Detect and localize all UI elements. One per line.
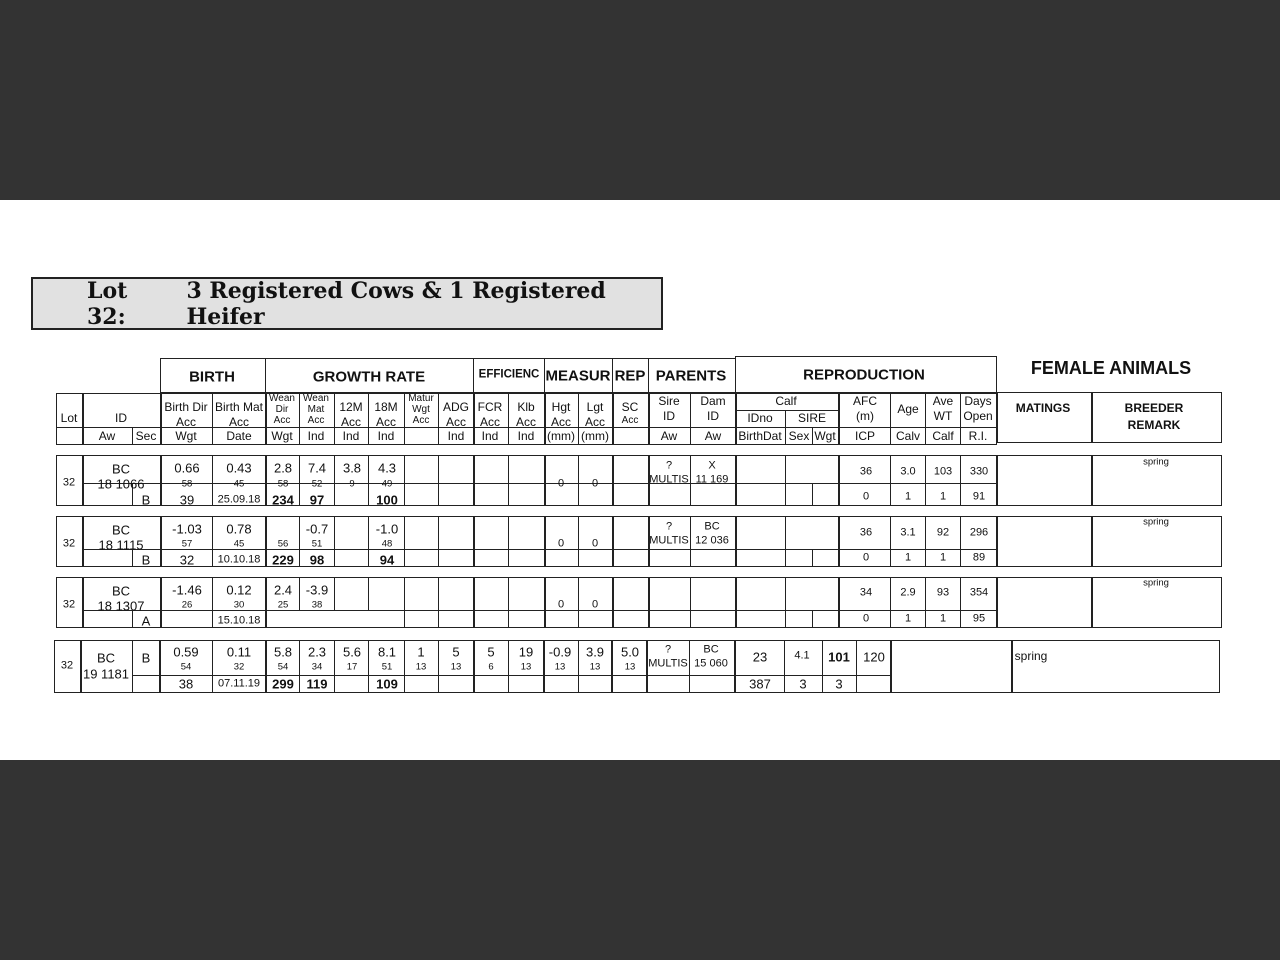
cell-breed: BC <box>111 522 131 538</box>
header-acc: Acc <box>307 415 325 426</box>
cell-fcr-acc: 6 <box>488 661 494 673</box>
header-age: Age <box>897 402 919 416</box>
lot-title-box <box>31 277 663 330</box>
group-reproduction-label: REPRODUCTION <box>803 366 925 384</box>
header-lgt: Lgt <box>586 400 604 414</box>
header-wgt: Wgt <box>814 429 836 443</box>
cell-birth-wgt: 38 <box>178 676 194 692</box>
cell-calf-wgt: 3 <box>835 676 843 692</box>
cell-calf-extra: 120 <box>863 649 885 665</box>
cell-adg: 5 <box>452 644 460 660</box>
cell-calf-sex: 3 <box>799 676 807 692</box>
cell-lgt: 0 <box>591 477 599 490</box>
group-parents-label: PARENTS <box>655 367 727 385</box>
cell-afc: 34 <box>859 586 873 599</box>
cell-ave-calf: 1 <box>939 612 947 625</box>
cell-birth-wgt: 39 <box>179 492 195 508</box>
cell-wean-dir-acc: 56 <box>277 538 289 550</box>
header-ind: Ind <box>342 429 360 443</box>
cell-sc-acc: 13 <box>624 661 636 673</box>
cell-birth-mat-acc: 45 <box>233 538 245 550</box>
cell-lot: 32 <box>60 659 74 672</box>
cell-birth-mat-acc: 32 <box>233 661 245 673</box>
cell-dam-breed: X <box>708 459 716 472</box>
header-hgt: Hgt <box>551 400 571 414</box>
cell-calf-value: 4.1 <box>794 649 810 662</box>
cell-dam-breed: BC <box>704 520 720 533</box>
header-ind: Ind <box>377 429 395 443</box>
header-klb: Klb <box>517 400 535 414</box>
cell-days-open: 354 <box>969 586 989 599</box>
cell-id: 18 1115 <box>98 537 144 553</box>
cell-wean-mat-acc: 38 <box>311 599 323 611</box>
cell-id: 18 1307 <box>97 598 145 614</box>
header-days: Days <box>964 394 992 408</box>
cell-lgt: 0 <box>591 598 599 611</box>
cell-icp: 0 <box>862 490 870 503</box>
cell-birth-dir: -1.46 <box>172 582 202 598</box>
cell-birth-dir-acc: 57 <box>181 538 193 550</box>
group-measure-label: MEASUR <box>545 367 611 385</box>
header-m: (m) <box>856 409 874 423</box>
cell-12m: 5.6 <box>342 644 362 660</box>
header-acc: Acc <box>375 415 397 429</box>
cell-sec: A <box>141 613 151 629</box>
cell-wean-mat: 7.4 <box>307 460 327 476</box>
header-18m: 18M <box>374 400 398 414</box>
cell-age: 3.0 <box>900 465 916 478</box>
cell-birth-mat-acc: 45 <box>233 478 245 490</box>
header-dam: Dam <box>700 394 726 408</box>
cell-matur-acc: 13 <box>415 661 427 673</box>
header-acc: Acc <box>340 415 362 429</box>
header-lot: Lot <box>60 411 78 425</box>
cell-birth-mat-acc: 30 <box>233 599 245 611</box>
cell-wean-ind: 97 <box>309 492 325 508</box>
header-sire-calf: SIRE <box>797 411 827 425</box>
group-rep-label: REP <box>614 367 646 385</box>
header-birth-mat: Birth Mat <box>214 400 264 414</box>
cell-remark: spring <box>1143 456 1169 468</box>
cell-wean-wgt: 234 <box>272 492 294 508</box>
cell-birth-wgt: 32 <box>179 552 195 568</box>
header-id: ID <box>115 411 127 425</box>
group-efficiency-label: EFFICIENC <box>478 368 540 381</box>
header-mm: (mm) <box>581 429 609 443</box>
cell-adg-acc: 13 <box>450 661 462 673</box>
cell-ri: 95 <box>972 612 986 625</box>
cell-sire-aw: MULTIS <box>648 657 688 670</box>
header-dir: Dir <box>275 404 289 415</box>
cell-wean-dir: 2.4 <box>273 582 293 598</box>
lot-title: 3 Registered Cows & 1 Registered Heifer <box>186 277 606 330</box>
cell-ave-wt: 93 <box>936 586 950 599</box>
remarks-header-box <box>997 392 1222 443</box>
cell-age: 3.1 <box>900 526 916 539</box>
header-aw: Aw <box>660 429 678 443</box>
cell-calf-birthdat: 387 <box>749 676 771 692</box>
cell-birth-date: 15.10.18 <box>217 614 261 627</box>
header-date: Date <box>226 429 252 443</box>
cell-birth-dir: -1.03 <box>172 521 202 537</box>
cell-sire-id: ? <box>665 520 673 533</box>
header-acc: Acc <box>479 415 501 429</box>
cell-wean-ind: 98 <box>309 552 325 568</box>
cell-ri: 91 <box>972 490 986 503</box>
cell-sire-id: ? <box>664 643 672 656</box>
cell-remark: spring <box>1143 516 1169 528</box>
cell-12m-acc: 17 <box>346 661 358 673</box>
cell-hgt-acc: 13 <box>554 661 566 673</box>
cell-sc: 5.0 <box>620 644 640 660</box>
header-calf: Calf <box>932 429 954 443</box>
cell-hgt: -0.9 <box>548 644 572 660</box>
cell-age: 2.9 <box>900 586 916 599</box>
header-wt: WT <box>933 409 953 423</box>
cell-lot: 32 <box>62 476 76 489</box>
header-open: Open <box>963 409 993 423</box>
cell-fcr: 5 <box>487 644 495 660</box>
header-wean: Wean <box>269 393 295 404</box>
cell-wean-wgt: 299 <box>272 676 294 692</box>
cell-12m: 3.8 <box>342 460 362 476</box>
cell-wean-mat-acc: 34 <box>311 661 323 673</box>
header-fcr: FCR <box>477 400 503 414</box>
header-idno: IDno <box>747 411 773 425</box>
header-aw: Aw <box>98 429 116 443</box>
cell-18m: 4.3 <box>377 460 397 476</box>
cell-remark: spring <box>1143 577 1169 589</box>
header-calv: Calv <box>895 429 921 443</box>
cell-hgt: 0 <box>557 477 565 490</box>
cell-18m-acc: 51 <box>381 661 393 673</box>
cell-ave-wt: 103 <box>933 465 953 478</box>
cell-12m-acc: 9 <box>349 478 355 490</box>
header-aw: Aw <box>704 429 722 443</box>
cell-icp: 0 <box>862 551 870 564</box>
cell-sec: B <box>141 492 151 508</box>
cell-icp: 0 <box>862 612 870 625</box>
cell-birth-dir-acc: 54 <box>180 661 192 673</box>
cell-wean-ind: 119 <box>306 676 328 692</box>
cell-18m-ind: 94 <box>379 552 395 568</box>
header-id: ID <box>707 409 719 423</box>
cell-breed: BC <box>111 461 131 477</box>
cell-sec: B <box>141 552 151 568</box>
header-ind: Ind <box>447 429 465 443</box>
cell-birth-mat: 0.11 <box>226 644 252 660</box>
cell-lgt: 0 <box>591 537 599 550</box>
cell-sire-id: ? <box>665 459 673 472</box>
header-wean: Wean <box>303 393 329 404</box>
header-acc: Acc <box>445 415 467 429</box>
header-sec: Sec <box>135 429 157 443</box>
cell-calf-value-bold: 101 <box>828 649 850 665</box>
cell-calv: 1 <box>904 612 912 625</box>
header-calf: Calf <box>775 394 797 408</box>
header-acc: Acc <box>175 415 197 429</box>
cell-birth-mat: 0.78 <box>226 521 252 537</box>
header-breeder: BREEDER <box>1124 401 1184 415</box>
cell-matur: 1 <box>417 644 425 660</box>
header-sire: Sire <box>658 394 680 408</box>
cell-18m-ind: 100 <box>376 492 398 508</box>
cell-dam-id: 11 169 <box>695 473 729 486</box>
cell-ri: 89 <box>972 551 986 564</box>
group-growth-label: GROWTH RATE <box>312 368 426 386</box>
cell-days-open: 296 <box>969 526 989 539</box>
cell-18m-ind: 109 <box>376 676 398 692</box>
cell-birth-dir: 0.66 <box>174 460 200 476</box>
header-ri: R.I. <box>968 429 988 443</box>
cell-birth-date: 25.09.18 <box>217 493 261 506</box>
header-wgt: Wgt <box>175 429 197 443</box>
cell-calv: 1 <box>904 490 912 503</box>
cell-birth-date: 07.11.19 <box>217 677 261 690</box>
cell-birth-date: 10.10.18 <box>217 553 261 566</box>
cell-id: 19 1181 <box>82 666 130 682</box>
cell-birth-dir-acc: 26 <box>181 599 193 611</box>
header-acc: Acc <box>550 415 572 429</box>
cell-18m: 8.1 <box>377 644 397 660</box>
cell-klb-acc: 13 <box>520 661 532 673</box>
cell-calf-idno: 23 <box>752 649 768 665</box>
cell-wean-mat-acc: 52 <box>311 478 323 490</box>
cell-wean-dir-acc: 54 <box>277 661 289 673</box>
header-icp: ICP <box>854 429 876 443</box>
header-wgt: Wgt <box>412 404 430 415</box>
cell-wean-dir-acc: 58 <box>277 478 289 490</box>
cell-sire-aw: MULTIS <box>649 534 689 547</box>
cell-afc: 36 <box>859 465 873 478</box>
cell-lot: 32 <box>62 598 76 611</box>
header-matur: Matur <box>408 393 434 404</box>
header-id: ID <box>663 409 675 423</box>
header-ind: Ind <box>307 429 325 443</box>
cell-18m: -1.0 <box>375 521 399 537</box>
header-afc: AFC <box>853 394 877 408</box>
header-sex: Sex <box>788 429 810 443</box>
cell-wean-mat: 2.3 <box>307 644 327 660</box>
header-matings: MATINGS <box>1015 401 1071 415</box>
header-ind: Ind <box>481 429 499 443</box>
cell-dam-breed: BC <box>703 643 719 656</box>
cell-remark: spring <box>1014 649 1048 663</box>
cell-wean-dir: 5.8 <box>273 644 293 660</box>
cell-breed: BC <box>111 583 131 599</box>
header-ind: Ind <box>517 429 535 443</box>
cell-klb: 19 <box>518 644 534 660</box>
header-acc: Acc <box>515 415 537 429</box>
cell-days-open: 330 <box>969 465 989 478</box>
cell-wean-mat-acc: 51 <box>311 538 323 550</box>
cell-birth-mat: 0.12 <box>226 582 252 598</box>
cell-breed: BC <box>96 650 116 666</box>
cell-birth-dir-acc: 58 <box>181 478 193 490</box>
cell-dam-id: 15 060 <box>694 657 728 670</box>
header-acc: Acc <box>584 415 606 429</box>
cell-wean-mat: -3.9 <box>305 582 329 598</box>
document-sheet <box>0 200 1280 760</box>
header-birth-dir: Birth Dir <box>164 400 208 414</box>
cell-lgt-acc: 13 <box>589 661 601 673</box>
header-12m: 12M <box>339 400 363 414</box>
cell-sire-aw: MULTIS <box>649 473 689 486</box>
header-wgt: Wgt <box>271 429 293 443</box>
cell-wean-wgt: 229 <box>272 552 294 568</box>
cell-18m-acc: 49 <box>381 478 393 490</box>
cell-hgt: 0 <box>557 598 565 611</box>
cell-sec: B <box>141 650 151 666</box>
header-mm: (mm) <box>547 429 575 443</box>
header-acc: Acc <box>273 415 291 426</box>
section-title: FEMALE ANIMALS <box>1030 358 1192 378</box>
header-ave: Ave <box>932 394 954 408</box>
cell-lgt: 3.9 <box>585 644 605 660</box>
header-adg: ADG <box>442 400 470 414</box>
cell-afc: 36 <box>859 526 873 539</box>
cell-calv: 1 <box>904 551 912 564</box>
header-acc: Acc <box>621 415 639 426</box>
cell-hgt: 0 <box>557 537 565 550</box>
header-birthdat: BirthDat <box>738 429 782 443</box>
cell-dam-id: 12 036 <box>695 534 729 547</box>
cell-18m-acc: 48 <box>381 538 393 550</box>
cell-wean-dir: 2.8 <box>273 460 293 476</box>
cell-id: 18 1066 <box>97 476 145 492</box>
cell-birth-dir: 0.59 <box>173 644 199 660</box>
header-sc: SC <box>621 400 639 414</box>
cell-ave-calf: 1 <box>939 551 947 564</box>
cell-lot: 32 <box>62 537 76 550</box>
header-acc: Acc <box>228 415 250 429</box>
cell-wean-dir-acc: 25 <box>277 599 289 611</box>
cell-ave-calf: 1 <box>939 490 947 503</box>
cell-wean-mat: -0.7 <box>305 521 329 537</box>
header-remark: REMARK <box>1127 418 1181 432</box>
lot-label: Lot 32: <box>87 277 128 330</box>
header-acc: Acc <box>412 415 430 426</box>
cell-ave-wt: 92 <box>936 526 950 539</box>
cell-birth-mat: 0.43 <box>226 460 252 476</box>
header-mat: Mat <box>307 404 325 415</box>
group-birth-label: BIRTH <box>189 368 235 386</box>
